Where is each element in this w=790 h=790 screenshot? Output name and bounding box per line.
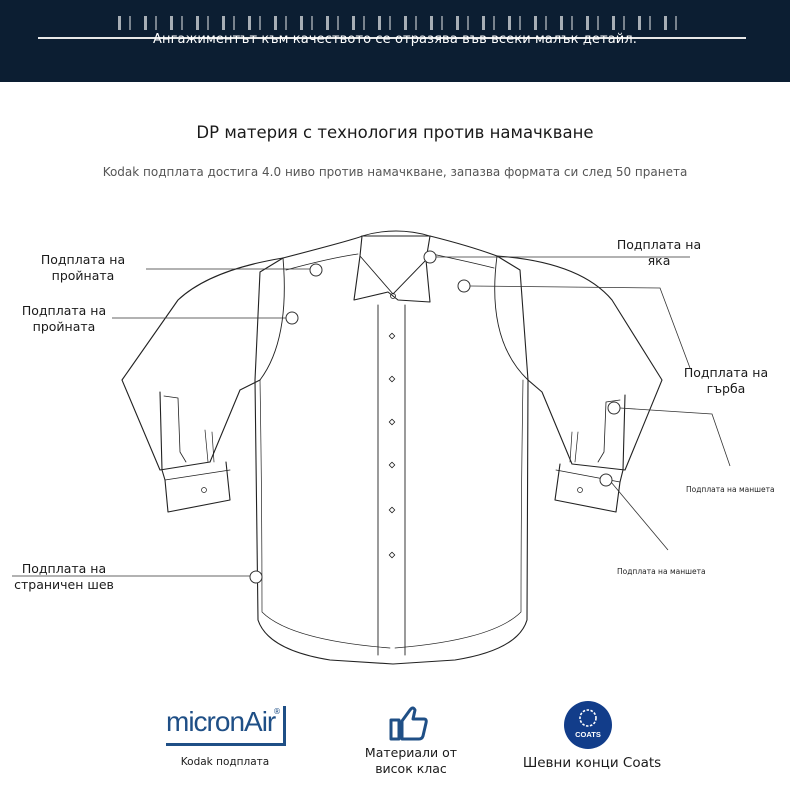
page-title: DP материя с технология против намачкване	[196, 123, 594, 142]
page-subtitle: Kodak подплата достига 4.0 ниво против намачкване, запазва формата си след 50 пранета	[102, 165, 688, 179]
callout-collar: Подплата на яка	[616, 237, 702, 268]
shirt-yoke	[283, 236, 497, 258]
shirt-collar	[354, 236, 430, 302]
coats-caption: Шевни конци Coats	[522, 755, 662, 771]
callout-cuff-lower: Подплата на маншета	[617, 567, 706, 576]
micronair-registered-mark: ®	[273, 707, 281, 716]
shirt-placket	[378, 305, 405, 655]
callout-armhole-mid: Подплата на пройната	[21, 303, 107, 334]
callout-cuff-upper: Подплата на маншета	[686, 485, 775, 494]
callout-side-seam: Подплата на страничен шев	[14, 561, 114, 592]
banner-text: Ангажиментът към качеството се отразява във всеки малък детайл.	[153, 32, 637, 47]
callout-back: Подплата на гърба	[683, 365, 769, 396]
shirt-buttons	[389, 333, 395, 558]
micronair-caption: Kodak подплата	[180, 756, 270, 768]
micronair-logo	[166, 706, 286, 746]
callout-armhole-top: Подплата на пройната	[40, 252, 126, 283]
chain-ring-icon	[576, 707, 600, 729]
materials-caption: Материали от висок клас	[364, 745, 458, 776]
micronair-logo-text: micronAir	[166, 706, 276, 737]
coats-logo-text: COATS	[575, 730, 601, 739]
thumbs-up-icon	[388, 704, 430, 742]
coats-logo	[564, 701, 612, 749]
